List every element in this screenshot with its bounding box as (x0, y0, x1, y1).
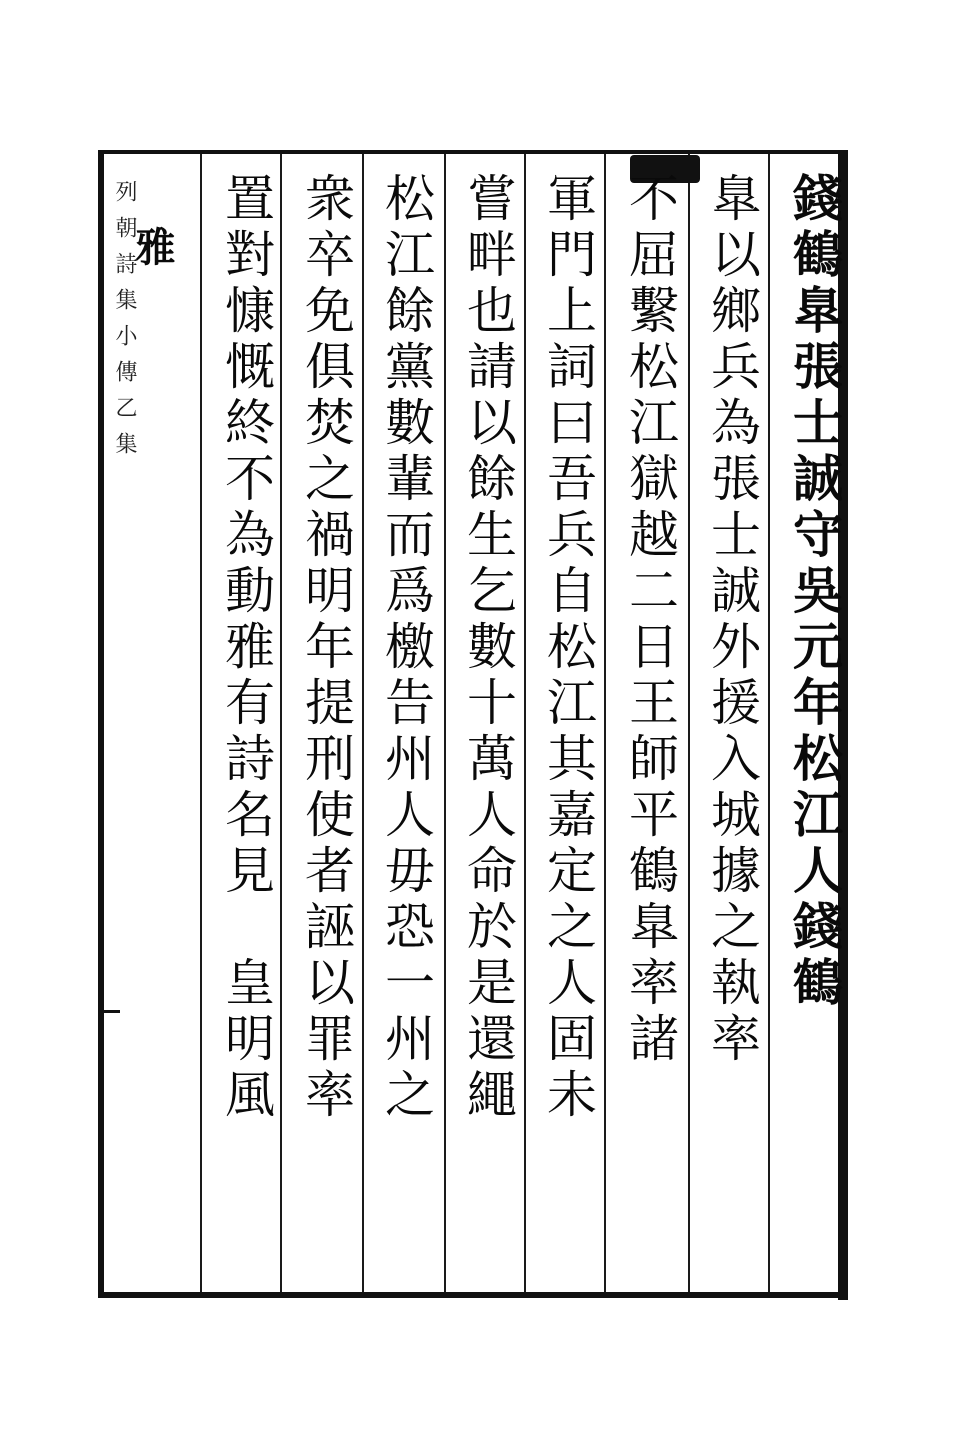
text-column-1: 錢鶴臯張士誠守吳元年松江人錢鶴 (785, 172, 844, 1012)
frame-bottom-border (98, 1292, 848, 1298)
text-column-8: 置對慷慨終不為動雅有詩名見 皇明風 (217, 172, 275, 1124)
text-column-5: 嘗畔也請以餘生乞數十萬人命於是還繩 (459, 172, 517, 1124)
frame-left-border (98, 150, 104, 1298)
page-number-mark (100, 1010, 120, 1053)
text-column-2: 臯以鄉兵為張士誠外援入城據之執率 (703, 172, 761, 1068)
frame-top-border (98, 150, 848, 154)
section-label: 雅 (129, 226, 176, 266)
margin-text: 列朝詩集小傳乙集 (112, 180, 137, 468)
column-rule (200, 154, 202, 1292)
text-column-6: 松江餘黨數輩而爲檄告州人毋恐一州之 (377, 172, 435, 1124)
text-column-7: 衆卒免俱焚之禍明年提刑使者誣以罪率 (297, 172, 355, 1124)
text-column-4: 軍門上詞曰吾兵自松江其嘉定之人固未 (539, 172, 597, 1124)
text-column-3: 不屈繫松江獄越二日王師平鶴臯率諸 (621, 172, 679, 1068)
